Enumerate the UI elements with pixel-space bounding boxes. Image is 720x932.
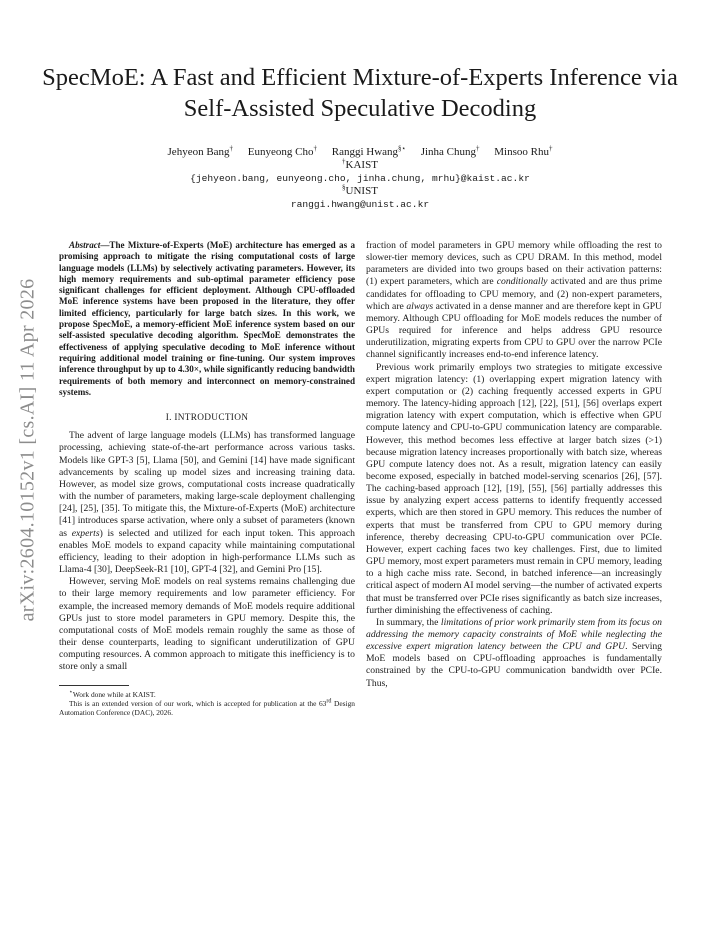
abstract-label: Abstract [69, 240, 101, 250]
author-2: Eunyeong Cho† [247, 144, 317, 158]
affiliation-kaist: †KAIST [342, 157, 378, 171]
abstract: Abstract—The Mixture-of-Experts (MoE) architecture has emerged as a promising approach to mitigate the rising computational costs of large language models (LLMs) by selectively activating parameters. However, its high memory requirements and sub-optimal parameter efficiency pose significant challenges for efficient deployment. Although CPU-offloaded MoE inference systems have been proposed in the literature, they offer limited efficiency, particularly for large batch sizes. In this work, we propose SpecMoE, a memory-efficient MoE inference system based on our self-assisted speculative decoding algorithm. SpecMoE demonstrates the effectiveness of applying speculative decoding to MoE inference without requiring additional model training or fine-tuning. Our system improves inference throughput by up to 4.30×, while significantly reducing bandwidth requirements of both memory and interconnect on memory-constrained systems. [59, 240, 355, 397]
footnote-2: This is an extended version of our work, which is accepted for publication at the 63rd Design Automation Conference (DAC), 2026. [59, 698, 355, 718]
right-column [366, 240, 662, 690]
unist-email: ranggi.hwang@unist.ac.kr [290, 199, 430, 210]
author-1: Jehyeon Bang† [167, 144, 234, 158]
right-paragraph-3: In summary, the limitations of prior work primarily stem from its focus on addressing the memory capacity constraints of MoE while neglecting the excessive expert migration latency between the CPU and GPU. Serving MoE models based on CPU-offloading approaches is fundamentally constrained by the CPU-to-GPU communication bandwidth over PCIe. Thus, [366, 616, 662, 689]
affiliation-unist: §UNIST [342, 183, 378, 197]
author-block [40, 146, 680, 211]
arxiv-sidebar [6, 200, 50, 700]
intro-paragraph-1: The advent of large language models (LLMs) has transformed language processing, achieving state-of-the-art performance across various tasks. Models like GPT-3 [5], Llama [50], and Gemini [14] have made significant advancements by scaling up model sizes and increasing training data. However, as model size grows, computational costs increase quadratically with the number of parameters, making large-scale deployment challenging [24], [25], [35]. To mitigate this, the Mixture-of-Experts (MoE) architecture [41] introduces sparse activation, where only a subset of parameters (known as experts) is selected and utilized for each input token. This approach enables MoE models to expand capacity while maintaining computational efficiency, leading to their adoption in high-performance LLMs such as Llama-4 [30], DeepSeek-R1 [10], GPT-4 [32], and Gemini Pro [15]. [59, 430, 355, 576]
author-3: Ranggi Hwang§⋆ [331, 144, 406, 158]
right-paragraph-1: fraction of model parameters in GPU memory while offloading the rest to slower-tier memory devices, such as CPU DRAM. In this method, model parameters are divided into two groups based on their activation patterns: (1) expert parameters, which are conditionally activated and are thus prime candidates for offloading to CPU memory, and (2) non-expert parameters, which are always activated in a dense manner and are therefore kept in GPU memory. Although CPU offloading for MoE models reduces the number of GPUs required for inference and helps address GPU resource underutilization, migrating experts from CPU to GPU over the narrow PCIe channel significantly increases end-to-end inference latency. [366, 240, 662, 361]
footnote-rule [59, 685, 129, 686]
intro-paragraph-2: However, serving MoE models on real systems remains challenging due to their large memory requirements and low parameter efficiency. For example, the increased memory demands of MoE models require additional GPUs just to store model parameters in GPU memory. Despite this, the computational costs of MoE models remain roughly the same as those of their dense counterparts, leading to significant underutilization of GPU computing resources. A common approach to mitigate this inefficiency is to store only a small [59, 576, 355, 673]
left-column [59, 240, 355, 717]
author-5: Minsoo Rhu† [494, 144, 553, 158]
right-paragraph-2: Previous work primarily employs two strategies to mitigate excessive expert migration latency: (1) overlapping expert migration latency with expert computation or (2) caching frequently accessed experts in GPU memory. The latency-hiding approach [12], [22], [51], [56] overlaps expert migration latency with expert computation, which is effective when GPU compute latency and CPU-to-GPU communication latency are comparable. However, this method becomes less effective at larger batch sizes (>1) because migration latency increases proportionally with batch size, whereas GPU compute latency does not. As a result, migration latency can easily become exposed, especially in batched model-serving scenarios [26], [57]. The caching-based approach [12], [19], [55], [56] partially addresses this issue by analyzing expert access patterns to identify frequently accessed experts, which are then stored in GPU memory. This reduces the number of experts that must be transferred from CPU to GPU memory during inference, thereby decreasing CPU-to-GPU communication over PCIe. However, expert caching faces two key challenges. First, due to limited GPU memory, most expert parameters must remain in CPU memory, leading to a high cache miss rate. Second, in batched inference—an increasingly critical aspect of modern AI model serving—the number of activated experts that must be transferred over PCIe rises significantly as batch size increases, further diminishing the effectiveness of caching. [366, 361, 662, 616]
section-heading-introduction: I. INTRODUCTION [165, 413, 249, 424]
kaist-emails: {jehyeon.bang, eunyeong.cho, jinha.chung, mrhu}@kaist.ac.kr [190, 173, 530, 184]
author-4: Jinha Chung† [420, 144, 480, 158]
paper-title: SpecMoE: A Fast and Efficient Mixture-of-Experts Inference via Self-Assisted Speculative Decoding [42, 64, 678, 122]
arxiv-identifier: arXiv:2604.10152v1 [cs.AI] 11 Apr 2026 [16, 278, 39, 622]
author-list [40, 146, 680, 159]
footnote-1: ⋆Work done while at KAIST. [69, 689, 156, 700]
